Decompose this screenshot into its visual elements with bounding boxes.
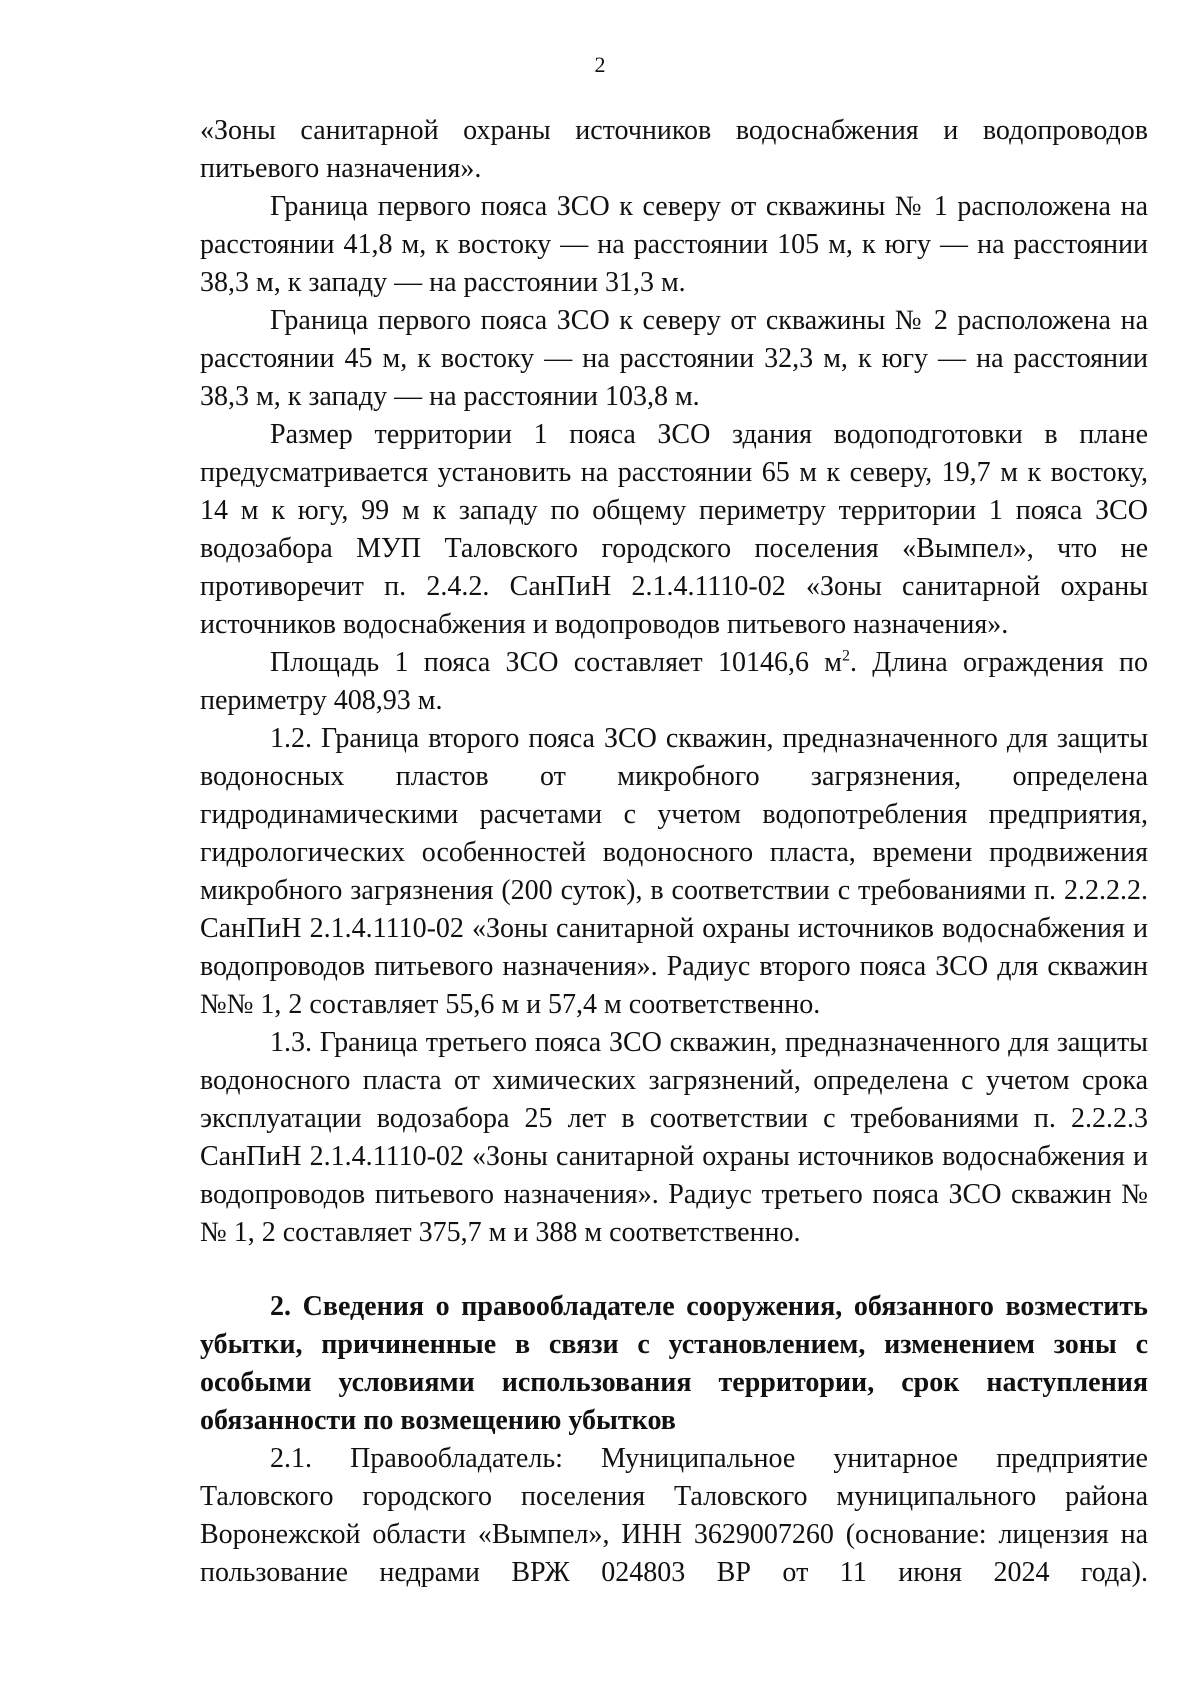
section-heading-rightholder: 2. Сведения о правообладателе сооружения, обязанного возместить убытки, причиненные в связи с установлением, изменением зоны с особыми условиями использования территории, срок наступления обязанности по возмещению убытков xyxy=(200,1291,1148,1436)
page-number: 2 xyxy=(594,52,606,77)
fence-length-text: . Длина ограждения по периметру 408,93 м. xyxy=(200,647,1149,716)
paragraph-third-belt: 1.3. Граница третьего пояса ЗСО скважин, предназначенного для защиты водоносного пласта от химических загрязнений, определена с учетом срока эксплуатации водозабора 25 лет в соответствии с требованиями п. 2.2.2.3 СанПиН 2.1.4.1110-02 «Зоны санитарной охраны источников водоснабжения и водопроводов питьевого назначения». Радиус третьего пояса ЗСО скважин №№ 1, 2 составляет 375,7 м и 388 м соответственно. xyxy=(200,1027,1148,1248)
paragraph-territory-size: Размер территории 1 пояса ЗСО здания водоподготовки в плане предусматривается установить на расстоянии 65 м к северу, 19,7 м к востоку, 14 м к югу, 99 м к западу по общему периметру территории 1 пояса ЗСО водозабора МУП Таловского городского поселения «Вымпел», что не противоречит п. 2.4.2. СанПиН 2.1.4.1110-02 «Зоны санитарной охраны источников водоснабжения и водопроводов питьевого назначения». xyxy=(200,419,1148,640)
paragraph-area xyxy=(200,644,1148,720)
paragraph-continuation: «Зоны санитарной охраны источников водоснабжения и водопроводов питьевого назначения». xyxy=(200,115,1148,184)
area-unit-superscript: 2 xyxy=(841,647,850,665)
paragraph-rightholder: 2.1. Правообладатель: Муниципальное унитарное предприятие Таловского городского поселения Таловского муниципального района Воронежской области «Вымпел», ИНН 3629007260 (основание: лицензия на пользование недрами ВРЖ 024803 ВР от 11 июня 2024 года). xyxy=(200,1443,1148,1588)
paragraph-second-belt: 1.2. Граница второго пояса ЗСО скважин, предназначенного для защиты водоносных пластов от микробного загрязнения, определена гидродинамическими расчетами с учетом водопотребления предприятия, гидрологических особенностей водоносного пласта, времени продвижения микробного загрязнения (200 суток), в соответствии с требованиями п. 2.2.2.2. СанПиН 2.1.4.1110-02 «Зоны санитарной охраны источников водоснабжения и водопроводов питьевого назначения». Радиус второго пояса ЗСО для скважин №№ 1, 2 составляет 55,6 м и 57,4 м соответственно. xyxy=(200,723,1148,1020)
paragraph-well-2-boundary: Граница первого пояса ЗСО к северу от скважины № 2 расположена на расстоянии 45 м, к востоку — на расстоянии 32,3 м, к югу — на расстоянии 38,3 м, к западу — на расстоянии 103,8 м. xyxy=(200,305,1148,412)
paragraph-well-1-boundary: Граница первого пояса ЗСО к северу от скважины № 1 расположена на расстоянии 41,8 м, к востоку — на расстоянии 105 м, к югу — на расстоянии 38,3 м, к западу — на расстоянии 31,3 м. xyxy=(200,191,1148,298)
document-body xyxy=(200,112,1148,1592)
area-text: Площадь 1 пояса ЗСО составляет 10146,6 м xyxy=(270,647,842,678)
